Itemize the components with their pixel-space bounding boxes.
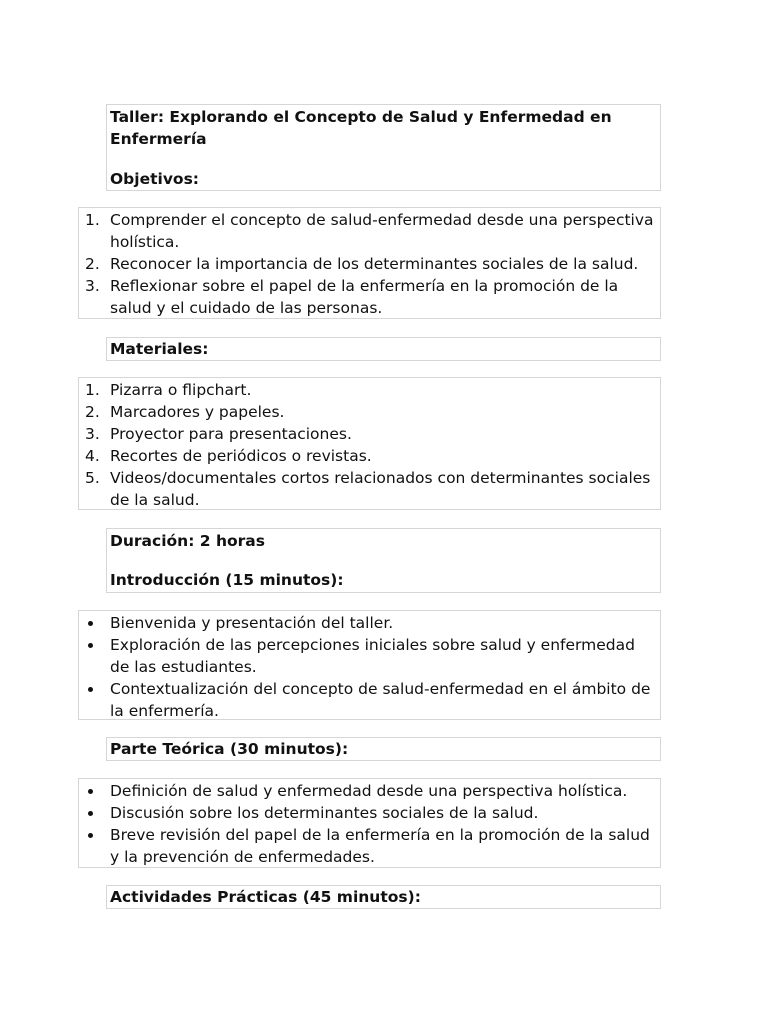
list-item-text: Reconocer la importancia de los determinantes sociales de la salud. — [110, 255, 639, 273]
duracion-heading: Duración: 2 horas — [110, 532, 265, 550]
material-item — [79, 401, 655, 423]
bullet-icon — [88, 811, 93, 816]
list-item-text: Breve revisión del papel de la enfermería en la promoción de la salud y la prevención de enfermedades. — [110, 826, 650, 866]
teorica-item — [79, 780, 655, 802]
teorica-list-block — [78, 778, 661, 868]
list-item-text: Pizarra o flipchart. — [110, 381, 252, 399]
material-item — [79, 445, 655, 467]
document-title-line-2: Enfermería — [110, 130, 207, 148]
introduccion-item — [79, 634, 655, 678]
objetivos-list — [79, 209, 655, 319]
list-item-text: Videos/documentales cortos relacionados con determinantes sociales de la salud. — [110, 469, 651, 509]
objetivo-item — [79, 209, 655, 253]
title-block — [106, 104, 661, 191]
materiales-list-block — [78, 377, 661, 510]
bullet-icon — [88, 621, 93, 626]
list-item-text: Contextualización del concepto de salud-enfermedad en el ámbito de la enfermería. — [110, 680, 651, 720]
list-item-text: Comprender el concepto de salud-enfermedad desde una perspectiva holística. — [110, 211, 654, 251]
introduccion-list — [79, 612, 655, 722]
material-item — [79, 423, 655, 445]
bullet-icon — [88, 687, 93, 692]
list-number: 3. — [85, 277, 100, 295]
teorica-heading: Parte Teórica (30 minutos): — [110, 740, 349, 758]
list-item-text: Bienvenida y presentación del taller. — [110, 614, 394, 632]
introduccion-item — [79, 678, 655, 722]
list-item-text: Marcadores y papeles. — [110, 403, 285, 421]
duracion-block — [106, 528, 661, 593]
material-item — [79, 379, 655, 401]
objetivos-list-block — [78, 207, 661, 319]
practicas-heading: Actividades Prácticas (45 minutos): — [110, 888, 421, 906]
introduccion-heading: Introducción (15 minutos): — [110, 571, 344, 589]
materiales-heading: Materiales: — [110, 340, 209, 358]
list-item-text: Definición de salud y enfermedad desde una perspectiva holística. — [110, 782, 628, 800]
list-number: 3. — [85, 425, 100, 443]
objetivo-item — [79, 253, 655, 275]
bullet-icon — [88, 789, 93, 794]
teorica-heading-block — [106, 737, 661, 761]
material-item — [79, 467, 655, 511]
teorica-list — [79, 780, 655, 868]
list-number: 4. — [85, 447, 100, 465]
list-item-text: Exploración de las percepciones iniciales sobre salud y enfermedad de las estudiantes. — [110, 636, 635, 676]
document-title-line-1: Taller: Explorando el Concepto de Salud y Enfermedad en — [110, 108, 612, 126]
list-number: 2. — [85, 255, 100, 273]
list-item-text: Reflexionar sobre el papel de la enfermería en la promoción de la salud y el cuidado de las personas. — [110, 277, 619, 317]
introduccion-list-block — [78, 610, 661, 720]
list-number: 5. — [85, 469, 100, 487]
list-number: 1. — [85, 211, 100, 229]
materiales-list — [79, 379, 655, 511]
list-number: 2. — [85, 403, 100, 421]
list-item-text: Recortes de periódicos o revistas. — [110, 447, 372, 465]
list-number: 1. — [85, 381, 100, 399]
list-item-text: Proyector para presentaciones. — [110, 425, 352, 443]
bullet-icon — [88, 643, 93, 648]
objetivo-item — [79, 275, 655, 319]
practicas-heading-block — [106, 885, 661, 909]
teorica-item — [79, 802, 655, 824]
objetivos-heading: Objetivos: — [110, 170, 199, 188]
bullet-icon — [88, 833, 93, 838]
materiales-heading-block — [106, 337, 661, 361]
introduccion-item — [79, 612, 655, 634]
teorica-item — [79, 824, 655, 868]
list-item-text: Discusión sobre los determinantes sociales de la salud. — [110, 804, 539, 822]
